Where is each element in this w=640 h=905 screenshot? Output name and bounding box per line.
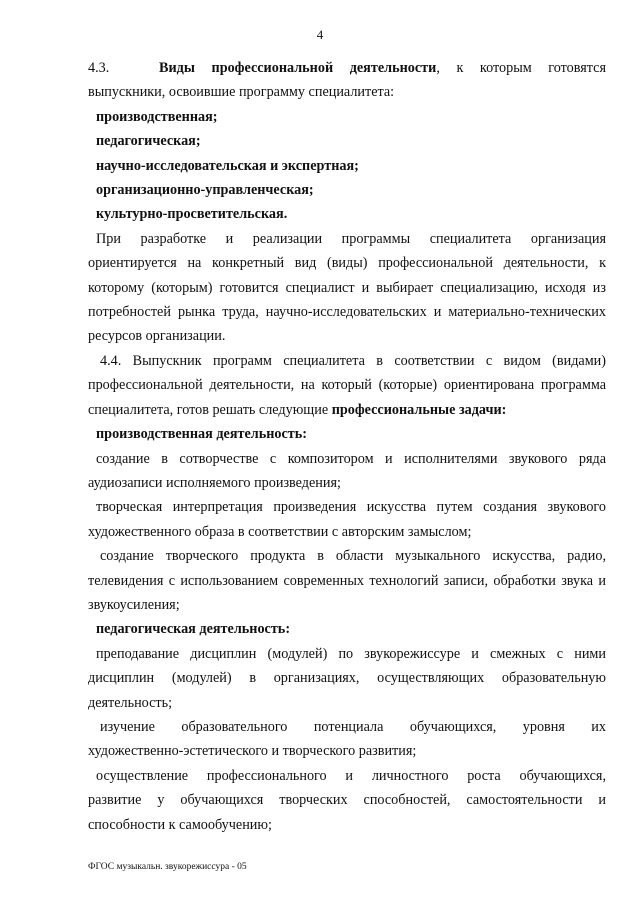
section-4-4-line-2: профессиональной деятельности, на который (которые) ориентирована программа [88,377,606,394]
section-4-4-text: специалитета, готов решать следующие [88,401,332,418]
list-item-line: способности к самообучению; [88,816,272,833]
list-item-line: творческая интерпретация произведения искусства путем создания звукового [96,499,606,516]
list-item-line: развитие у обучающихся творческих способностей, самостоятельности и [88,792,606,809]
list-item-line: преподавание дисциплин (модулей) по звукорежиссуре и смежных с ними [96,645,606,662]
activity-item: производственная; [96,108,218,125]
list-item-line: художественно-эстетического и творческого развития; [88,743,417,760]
activity-item: культурно-просветительская. [96,206,288,223]
section-4-4-line-1: 4.4. Выпускник программ специалитета в соответствии с видом (видами) [100,352,606,369]
list-item-line: изучение образовательного потенциала обучающихся, уровня их [100,718,606,735]
list-item-line: создание в сотворчестве с композитором и исполнителями звукового ряда [96,450,606,467]
page-content [88,56,606,837]
page-number: 4 [316,27,324,42]
list-item-line: создание творческого продукта в области музыкального искусства, радио, [100,548,606,565]
paragraph-line: При разработке и реализации программы специалитета организация [96,230,606,247]
paragraph-line: потребностей рынка труда, научно-исследовательских и материально-технических [88,304,606,321]
section-4-3-line-2: выпускники, освоившие программу специалитета: [88,84,395,101]
list-item-line: деятельность; [88,694,173,711]
activity-item: организационно-управленческая; [96,182,314,199]
paragraph-line: которому (которым) готовится специалист и выбирает специализацию, исходя из [88,279,606,296]
list-item-line: аудиозаписи исполняемого произведения; [88,474,341,491]
list-item-line: дисциплин (модулей) в организациях, осуществляющих образовательную [88,670,606,687]
list-item-line: художественного образа в соответствии с авторским замыслом; [88,523,472,540]
paragraph-line: ресурсов организации. [88,328,226,345]
pedagogical-heading: педагогическая деятельность: [96,621,291,638]
activity-item: научно-исследовательская и экспертная; [96,157,359,174]
activity-item: педагогическая; [96,133,201,150]
professional-tasks-label: профессиональные задачи: [331,401,507,418]
list-item-line: телевидения с использованием современных технологий записи, обработки звука и [88,572,606,589]
section-4-3-line-1 [88,56,606,80]
section-number: 4.3. [88,60,110,76]
production-heading: производственная деятельность: [96,426,307,443]
list-item-line: осуществление профессионального и личностного роста обучающихся, [96,767,606,784]
paragraph-line: ориентируется на конкретный вид (виды) профессиональной деятельности, к [88,255,606,272]
section-4-4-line-3 [88,398,606,422]
section-title-rest: , к которым готовятся [436,60,607,76]
page-footer: ФГОС музыкальн. звукорежиссура - 05 [88,862,247,872]
list-item-line: звукоусиления; [88,596,180,613]
section-bold-title: Виды профессиональной деятельности [159,60,437,76]
